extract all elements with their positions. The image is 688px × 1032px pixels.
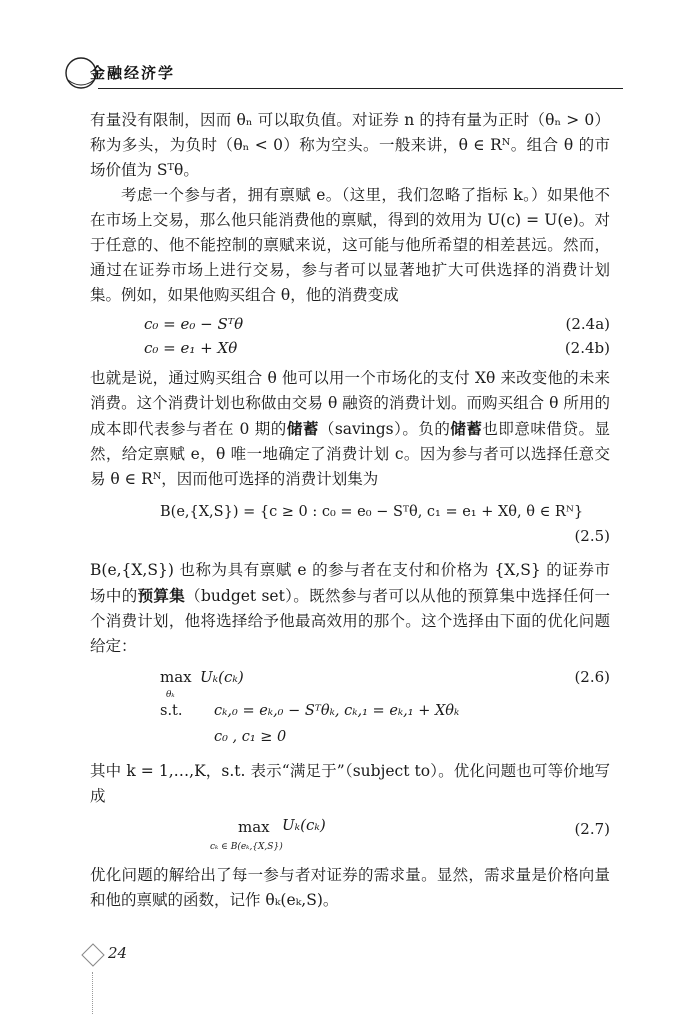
paragraph-3-part-a: 也就是说，通过购买组合 θ 他可以用一个市场化的支付 Xθ 来改变他的未来消费。这个消费计划也称做由交易 θ 融资的消费计划。而购买组合 θ 所用的成本即代表参与者在 0 期的 (90, 369, 610, 438)
paragraph-3 (90, 366, 610, 492)
equation-2-5-number: (2.5) (574, 527, 610, 545)
equation-2-4a (90, 312, 610, 336)
running-header (64, 56, 624, 88)
paragraph-3-part-c: 也即意味借贷。显然，给定禀赋 e，θ 唯一地确定了消费计划 c。因为参与者可以选择任意交易 θ ∈ Rᴺ，因而他可选择的消费计划集为 (90, 420, 610, 488)
page-body (90, 108, 610, 913)
equation-2-7-objective: Uₖ(cₖ) (282, 816, 326, 834)
equation-2-7-max-subscript: cₖ ∈ B(eₖ,{X,S}) (210, 842, 283, 852)
paragraph-5: 其中 k = 1,…,K，s.t. 表示“满足于”（subject to）。优化问题也可等价地写成 (90, 762, 610, 805)
equation-2-6-constraint-row (160, 699, 459, 724)
paragraph-4 (90, 558, 610, 659)
equation-2-4a-number: (2.4a) (565, 315, 610, 333)
paragraph-3-part-b: （savings）。负的 (318, 420, 451, 438)
paragraph-4-part-b: （budget set）。既然参与者可以从他的预算集中选择任何一个消费计划，他将选择给予他最高效用的那个。这个选择由下面的优化问题给定： (90, 587, 610, 655)
equation-2-6-constraint1: cₖ,₀ = eₖ,₀ − Sᵀθₖ, cₖ,₁ = eₖ,₁ + Xθₖ (214, 703, 460, 719)
paragraph-2: 考虑一个参与者，拥有禀赋 e。（这里，我们忽略了指标 k。）如果他不在市场上交易，那么他只能消费他的禀赋，得到的效用为 U(c) = U(e)。对于任意的、他不能控制的禀赋来说，这可能与他所希望的相差甚远。然而，通过在证券市场上进行交易，参与者可以显著地扩大可供选择的消费计划集。例如，如果他购买组合 θ，他的消费变成 (90, 186, 610, 304)
equation-2-4b (90, 336, 610, 360)
header-rule (98, 88, 623, 89)
page-number: 24 (108, 944, 128, 962)
term-savings-2: 储蓄 (450, 419, 483, 438)
equation-2-4b-number: (2.4b) (564, 339, 610, 357)
equation-2-6-objective: Uₖ(cₖ) (200, 668, 244, 686)
equation-2-4b-expr: c₀ = e₁ + Xθ (144, 339, 238, 357)
equation-2-7-max: max (238, 818, 270, 836)
equation-2-6-st: s.t. (160, 703, 183, 719)
paragraph-1: 有量没有限制，因而 θₙ 可以取负值。对证券 n 的持有量为正时（θₙ > 0）称为多头，为负时（θₙ < 0）称为空头。一般来讲，θ ∈ Rᴺ。组合 θ 的市场价值为 Sᵀθ。 (90, 111, 610, 179)
equation-2-5-expr: B(e,{X,S}) = {c ≥ 0 : c₀ = e₀ − Sᵀθ, c₁ = e₁ + Xθ, θ ∈ Rᴺ} (160, 504, 584, 520)
equation-2-6-constraint2: c₀ , c₁ ≥ 0 (214, 729, 287, 745)
equation-2-7 (90, 813, 610, 859)
book-title: 金融经济学 (90, 64, 176, 82)
term-savings: 储蓄 (286, 419, 319, 438)
paragraph-4-part-a: B(e,{X,S}) 也称为具有禀赋 e 的参与者在支付和价格为 {X,S} 的证券市场中的 (90, 561, 610, 605)
equation-2-7-number: (2.7) (574, 820, 610, 838)
equation-2-4a-expr: c₀ = e₀ − Sᵀθ (144, 315, 244, 333)
equation-2-6-number: (2.6) (574, 668, 610, 686)
footer-dotted-line (92, 972, 93, 1014)
equation-2-5 (90, 500, 610, 524)
equation-2-6-max: max (160, 668, 192, 686)
equation-2-6-max-subscript: θₖ (166, 690, 175, 700)
equation-2-5-number-line (90, 524, 610, 548)
page-ornament-icon (80, 942, 106, 968)
equation-2-6 (90, 665, 610, 753)
term-budget-set: 预算集 (137, 586, 186, 605)
paragraph-6: 优化问题的解给出了每一参与者对证券的需求量。显然，需求量是价格向量和他的禀赋的函数，记作 θₖ(eₖ,S)。 (90, 866, 610, 909)
